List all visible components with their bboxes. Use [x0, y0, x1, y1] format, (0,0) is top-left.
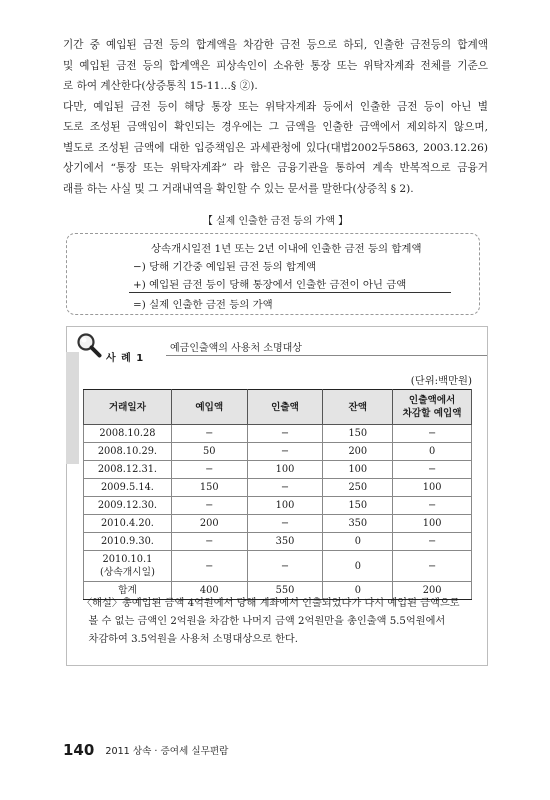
header-withdrawal: 인출액: [247, 390, 323, 425]
table-row: [84, 443, 472, 461]
cell-balance: 250: [323, 479, 393, 497]
body-line: 및 예입된 금전 등의 합계액은 피상속인이 소유한 통장 또는 위탁자계좌 전체를 기준으: [63, 59, 488, 72]
cell-date: 2009.5.14.: [84, 479, 172, 497]
case-side-bar: [66, 352, 79, 464]
header-deposit: 예입액: [171, 390, 247, 425]
table-row: [84, 551, 472, 582]
magnifier-icon: [76, 332, 102, 358]
table-row: [84, 533, 472, 551]
table-row: [84, 515, 472, 533]
cell-deposit: −: [171, 425, 247, 443]
cell-balance: 150: [323, 425, 393, 443]
header-deductible-deposit: 인출액에서 차감할 예입액: [393, 390, 472, 425]
cell-balance: 350: [323, 515, 393, 533]
cell-deposit: −: [171, 533, 247, 551]
total-withdrawal: 550: [247, 582, 323, 600]
table-row: [84, 479, 472, 497]
cell-deductible: −: [393, 551, 472, 582]
body-paragraph: [63, 35, 488, 199]
cell-date: 2010.10.1 (상속개시일): [84, 551, 172, 582]
total-deductible: 200: [393, 582, 472, 600]
header-date: 거래일자: [84, 390, 172, 425]
cell-deposit: −: [171, 461, 247, 479]
formula-result-line: =) 실제 인출한 금전 등의 가액: [133, 299, 273, 311]
formula-divider: [129, 292, 451, 293]
explanation-note: [82, 595, 478, 649]
cell-date: 2008.10.29.: [84, 443, 172, 461]
total-deposit: 400: [171, 582, 247, 600]
case-label: 사 례 1: [106, 353, 145, 364]
note-line: 볼 수 없는 금액인 2억원을 차감한 나머지 금액 2억원만을 총인출액 5.5억원에서: [82, 616, 446, 627]
cell-withdrawal: −: [247, 479, 323, 497]
body-line: 기간 중 예입된 금전 등의 합계액을 차감한 금전 등으로 하되, 인출한 금전등의 합계액: [63, 39, 488, 51]
body-line: 상기에서 “통장 또는 위탁자계좌” 라 함은 금융기관을 통하여 계속 반복적으로 금융거: [63, 162, 488, 174]
case-title-underline: [166, 355, 487, 356]
cell-date: 2010.9.30.: [84, 533, 172, 551]
cell-withdrawal: −: [247, 515, 323, 533]
cell-withdrawal: −: [247, 425, 323, 443]
formula-box: [66, 233, 480, 315]
unit-label: (단위:백만원): [410, 375, 472, 387]
table-header-row: [84, 390, 472, 425]
cell-withdrawal: −: [247, 551, 323, 582]
case-title: 예금인출액의 사용처 소명대상: [170, 343, 302, 354]
formula-line-2: −) 당해 기간중 예입된 금전 등의 합계액: [133, 261, 317, 273]
cell-withdrawal: 100: [247, 461, 323, 479]
cell-deductible: −: [393, 461, 472, 479]
cell-balance: 150: [323, 497, 393, 515]
cell-deductible: −: [393, 533, 472, 551]
section-title: 【 실제 인출한 금전 등의 가액 】: [202, 216, 349, 227]
cell-date: 2010.4.20.: [84, 515, 172, 533]
body-line: 도로 조성된 금액임이 확인되는 경우에는 그 금액을 인출한 금액에서 제외하지 않으며,: [63, 121, 488, 133]
transaction-table: [83, 389, 472, 600]
cell-withdrawal: 100: [247, 497, 323, 515]
table-row: [84, 425, 472, 443]
cell-balance: 0: [323, 533, 393, 551]
header-balance: 잔액: [323, 390, 393, 425]
total-balance: 0: [323, 582, 393, 600]
cell-withdrawal: −: [247, 443, 323, 461]
cell-deductible: 100: [393, 515, 472, 533]
cell-date: 2009.12.30.: [84, 497, 172, 515]
cell-deposit: 150: [171, 479, 247, 497]
cell-deductible: 0: [393, 443, 472, 461]
note-line: 〈해설〉총예입된 금액 4억원에서 당해 계좌에서 인출되었다가 다시 예입된 금액으로: [82, 598, 460, 609]
cell-deposit: −: [171, 551, 247, 582]
cell-deposit: −: [171, 497, 247, 515]
table-row: [84, 461, 472, 479]
total-label: 합계: [84, 582, 172, 600]
cell-balance: 0: [323, 551, 393, 582]
body-line: 래를 하는 사실 및 그 거래내역을 확인할 수 있는 문서를 말한다(상증칙 § 2).: [63, 182, 414, 195]
cell-balance: 200: [323, 443, 393, 461]
cell-balance: 100: [323, 461, 393, 479]
page-footer: [63, 741, 228, 759]
cell-withdrawal: 350: [247, 533, 323, 551]
cell-date: 2008.12.31.: [84, 461, 172, 479]
cell-deductible: 100: [393, 479, 472, 497]
cell-date: 2008.10.28: [84, 425, 172, 443]
book-title: 2011 상속 · 증여세 실무편람: [105, 746, 229, 757]
note-line: 차감하여 3.5억원을 사용처 소명대상으로 한다.: [82, 634, 299, 645]
table-row: [84, 497, 472, 515]
cell-deposit: 200: [171, 515, 247, 533]
body-line: 다만, 예입된 금전 등이 해당 통장 또는 위탁자계좌 등에서 인출한 금전 등이 아닌 별: [63, 100, 488, 113]
page-number: 140: [63, 741, 95, 759]
cell-deposit: 50: [171, 443, 247, 461]
formula-line-3: +) 예입된 금전 등이 당해 통장에서 인출한 금전이 아닌 금액: [133, 279, 407, 291]
cell-deductible: −: [393, 425, 472, 443]
body-line: 별도로 조성된 금액에 대한 입증책임은 과세관청에 있다(대법2002두5863, 2003.12.26): [63, 141, 488, 154]
body-line: 로 하여 계산한다(상증통칙 15-11…§ ②).: [63, 80, 258, 92]
cell-deductible: −: [393, 497, 472, 515]
formula-line-1: 상속개시일전 1년 또는 2년 이내에 인출한 금전 등의 합계액: [151, 243, 422, 255]
